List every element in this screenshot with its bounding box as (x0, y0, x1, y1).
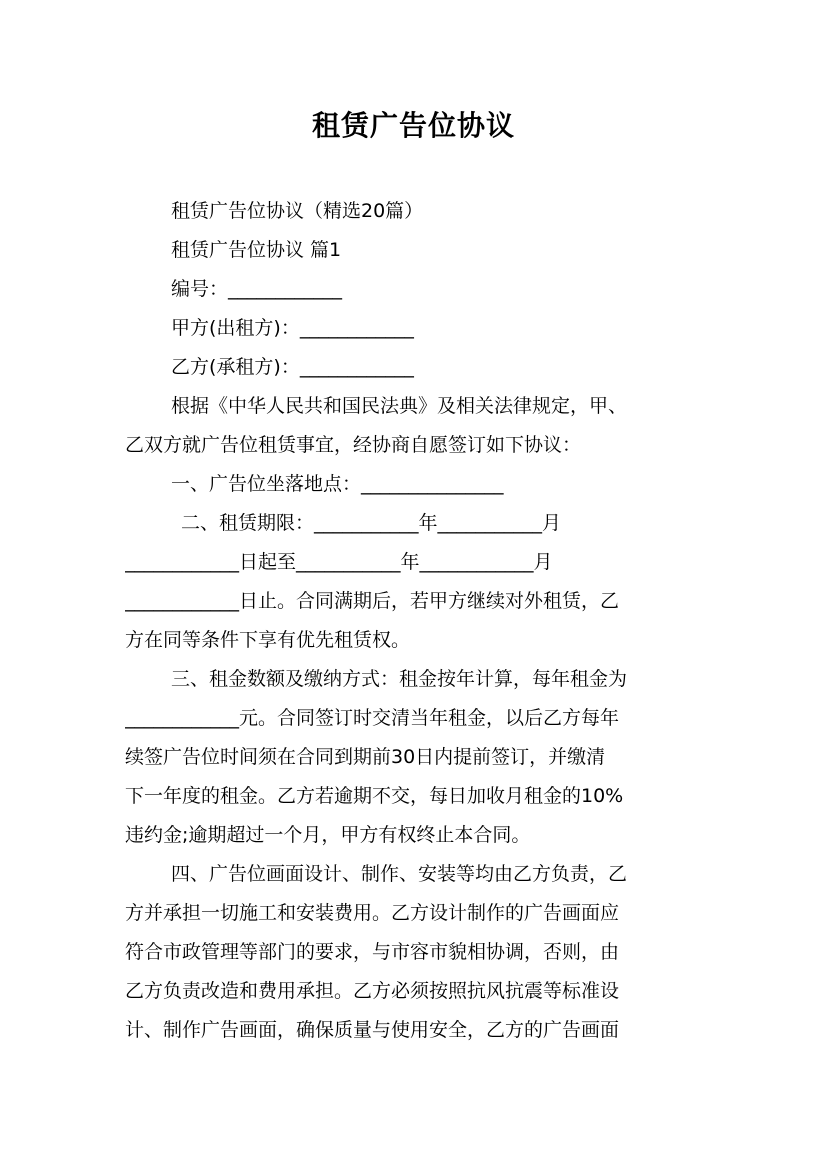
clause-4-line: 四、广告位画面设计、制作、安装等均由乙方负责，乙 (171, 863, 628, 885)
subtitle-line: 租赁广告位协议（精选20篇） (171, 200, 424, 222)
paragraph-line: 计、制作广告画面，确保质量与使用安全，乙方的广告画面 (125, 1019, 620, 1041)
paragraph-line: 乙方负责改造和费用承担。乙方必须按照抗风抗震等标准设 (125, 980, 620, 1002)
paragraph-line: 方并承担一切施工和安装费用。乙方设计制作的广告画面应 (125, 902, 620, 924)
clause-2-line: 二、租赁期限：___________年___________月 (181, 512, 562, 534)
section-heading: 租赁广告位协议 篇1 (171, 239, 342, 261)
paragraph-line: 根据《中华人民共和国民法典》及相关法律规定，甲、 (171, 395, 628, 417)
paragraph-line: 乙双方就广告位租赁事宜，经协商自愿签订如下协议： (125, 434, 582, 456)
paragraph-line: 符合市政管理等部门的要求，与市容市貌相协调，否则，由 (125, 941, 620, 963)
party-a-line: 甲方(出租方)：____________ (171, 317, 414, 339)
paragraph-line: ____________日起至___________年____________月 (125, 551, 553, 573)
paragraph-line: ____________日止。合同满期后，若甲方继续对外租赁，乙 (125, 590, 620, 612)
clause-1-line: 一、广告位坐落地点：_______________ (171, 473, 504, 495)
contract-number-line: 编号：____________ (171, 278, 343, 300)
paragraph-line: ____________元。合同签订时交清当年租金，以后乙方每年 (125, 707, 620, 729)
clause-3-line: 三、租金数额及缴纳方式：租金按年计算，每年租金为 (171, 668, 628, 690)
party-b-line: 乙方(承租方)：____________ (171, 356, 414, 378)
paragraph-line: 方在同等条件下享有优先租赁权。 (125, 629, 411, 651)
document-title: 租赁广告位协议 (311, 109, 515, 142)
paragraph-line: 续签广告位时间须在合同到期前30日内提前签订，并缴清 (125, 746, 606, 768)
paragraph-line: 违约金;逾期超过一个月，甲方有权终止本合同。 (125, 824, 531, 846)
paragraph-line: 下一年度的租金。乙方若逾期不交，每日加收月租金的10% (125, 785, 624, 807)
